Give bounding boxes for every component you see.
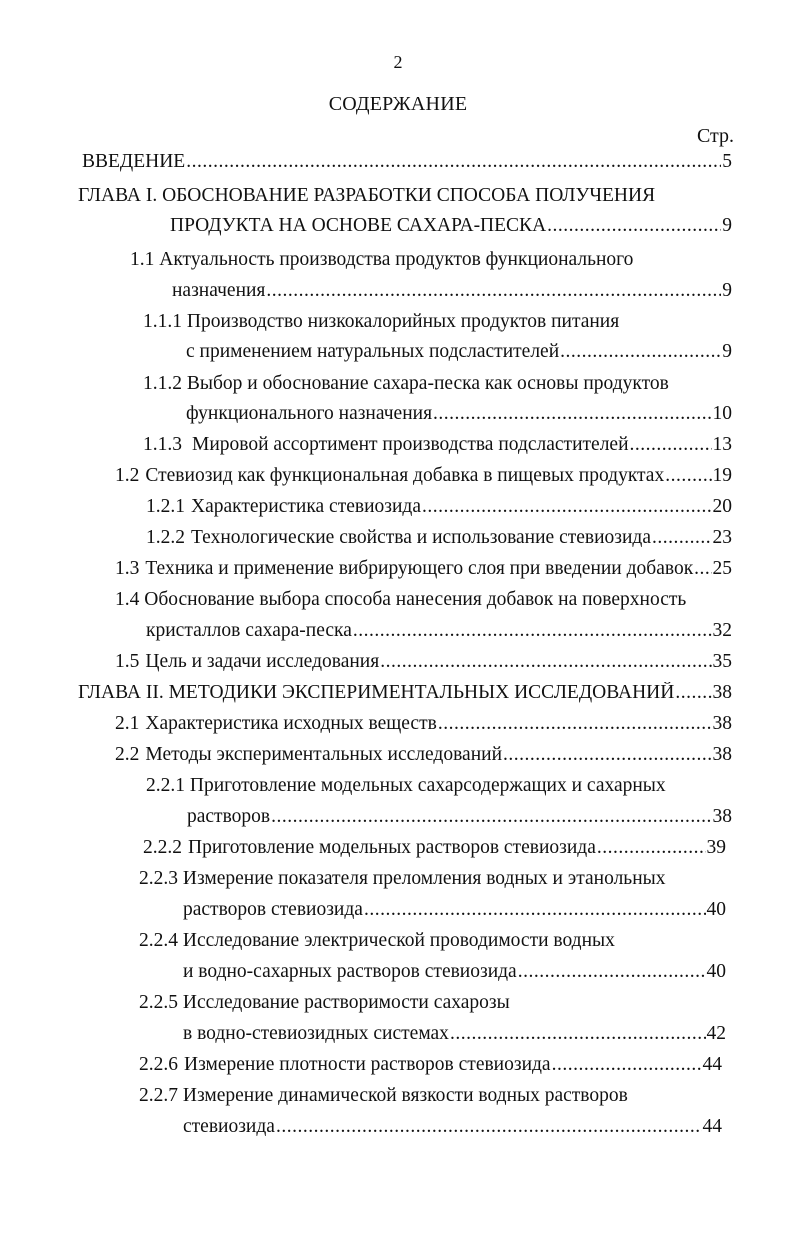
toc-entry-1-5 [115, 651, 732, 681]
toc-entry-1-3 [115, 558, 732, 588]
dot-leader [353, 620, 712, 642]
dot-leader [597, 837, 706, 859]
page-number: 2 [393, 52, 403, 72]
toc-entry-introduction [82, 151, 732, 181]
dot-leader [364, 899, 706, 921]
toc-entry-2-2-1-line1: 2.2.1 Приготовление модельных сахарсодержащих и сахарных [146, 775, 666, 796]
dot-leader [630, 434, 712, 456]
toc-entry-page: 19 [712, 465, 732, 486]
toc-entry-2-2-5 [183, 1023, 726, 1053]
toc-entry-text: ВВЕДЕНИЕ [82, 151, 186, 172]
toc-entry-text: Приготовление модельных растворов стевиозида [188, 837, 596, 858]
toc-entry-1-1-3 [143, 434, 732, 464]
toc-entry-2-2-7 [183, 1116, 722, 1146]
toc-entry-text: Техника и применение вибрирующего слоя при введении добавок [145, 558, 694, 579]
toc-entry-1-1-line1: 1.1 Актуальность производства продуктов функционального [130, 249, 634, 270]
dot-leader [276, 1116, 702, 1138]
toc-entry-2-2-1 [187, 806, 732, 836]
toc-entry-2-2-6 [139, 1054, 722, 1084]
dot-leader [186, 151, 721, 173]
dot-leader [450, 1023, 706, 1045]
toc-entry-1-1 [172, 280, 732, 310]
toc-entry-number: 2.1 [115, 713, 140, 734]
toc-entry-page: 42 [706, 1023, 726, 1044]
toc-entry-1-4 [146, 620, 732, 650]
toc-entry-text: Измерение плотности растворов стевиозида [184, 1054, 551, 1075]
toc-entry-chapter-2 [78, 682, 732, 712]
toc-entry-2-1 [115, 713, 732, 743]
toc-entry-text: растворов [187, 806, 271, 827]
toc-entry-page: 9 [722, 215, 732, 236]
toc-entry-page: 39 [706, 837, 726, 858]
toc-entry-text: Цель и задачи исследования [145, 651, 380, 672]
dot-leader [694, 558, 711, 580]
toc-entry-page: 38 [712, 806, 732, 827]
toc-entry-text: Характеристика исходных веществ [145, 713, 437, 734]
toc-entry-2-2-4-line1: 2.2.4 Исследование электрической проводимости водных [139, 930, 615, 951]
toc-entry-1-1-1 [186, 341, 732, 371]
dot-leader [503, 744, 711, 766]
toc-entry-number: 1.5 [115, 651, 140, 672]
toc-entry-text: назначения [172, 280, 266, 301]
toc-entry-page: 9 [722, 341, 732, 362]
dot-leader [675, 682, 711, 704]
toc-entry-page: 44 [702, 1116, 722, 1137]
toc-entry-2-2-3-line1: 2.2.3 Измерение показателя преломления водных и этанольных [139, 868, 666, 889]
toc-entry-page: 32 [712, 620, 732, 641]
toc-entry-page: 38 [712, 682, 732, 703]
toc-entry-text: Методы экспериментальных исследований [145, 744, 503, 765]
toc-entry-page: 23 [712, 527, 732, 548]
toc-entry-number: 2.2 [115, 744, 140, 765]
toc-entry-1-2-1 [146, 496, 732, 526]
dot-leader [547, 215, 721, 237]
toc-entry-number: 1.2.2 [146, 527, 185, 548]
toc-entry-page: 44 [702, 1054, 722, 1075]
toc-entry-2-2-4 [183, 961, 726, 991]
toc-entry-text: стевиозида [183, 1116, 275, 1137]
toc-entry-page: 5 [722, 151, 732, 172]
toc-entry-text: Технологические свойства и использование стевиозида [191, 527, 652, 548]
toc-entry-page: 38 [712, 744, 732, 765]
dot-leader [422, 496, 712, 518]
toc-entry-2-2-3 [183, 899, 726, 929]
toc-entry-1-1-2-line1: 1.1.2 Выбор и обоснование сахара-песка как основы продуктов [143, 373, 669, 394]
toc-entry-2-2-2 [143, 837, 726, 867]
toc-entry-1-2 [115, 465, 732, 495]
toc-entry-2-2 [115, 744, 732, 774]
toc-entry-text: Стевиозид как функциональная добавка в пищевых продуктах [145, 465, 665, 486]
toc-entry-number: 2.2.2 [143, 837, 182, 858]
toc-entry-text: с применением натуральных подсластителей [186, 341, 560, 362]
dot-leader [271, 806, 711, 828]
toc-entry-chapter-1 [170, 215, 732, 245]
dot-leader [438, 713, 712, 735]
toc-entry-text: ПРОДУКТА НА ОСНОВЕ САХАРА-ПЕСКА [170, 215, 547, 236]
toc-entry-text: и водно-сахарных растворов стевиозида [183, 961, 517, 982]
dot-leader [433, 403, 711, 425]
toc-entry-1-4-line1: 1.4 Обоснование выбора способа нанесения добавок на поверхность [115, 589, 687, 610]
toc-entry-page: 9 [722, 280, 732, 301]
toc-entry-1-2-2 [146, 527, 732, 557]
toc-entry-text: Мировой ассортимент производства подсластителей [192, 434, 629, 455]
toc-entry-text: Характеристика стевиозида [191, 496, 421, 517]
toc-entry-page: 25 [712, 558, 732, 579]
dot-leader [266, 280, 721, 302]
toc-entry-number: 1.2 [115, 465, 140, 486]
page-column-header: Стр. [696, 125, 734, 147]
toc-entry-page: 13 [712, 434, 732, 455]
toc-entry-1-1-2 [186, 403, 732, 433]
dot-leader [380, 651, 711, 673]
toc-entry-2-2-5-line1: 2.2.5 Исследование растворимости сахарозы [139, 992, 510, 1013]
toc-entry-number: 1.3 [115, 558, 140, 579]
toc-entry-1-1-1-line1: 1.1.1 Производство низкокалорийных продуктов питания [143, 311, 620, 332]
toc-entry-number: 1.2.1 [146, 496, 185, 517]
toc-entry-text: ГЛАВА II. МЕТОДИКИ ЭКСПЕРИМЕНТАЛЬНЫХ ИССЛЕДОВАНИЙ [78, 682, 675, 703]
toc-entry-number: 1.1.3 [143, 434, 182, 455]
toc-entry-text: в водно-стевиозидных системах [183, 1023, 449, 1044]
toc-entry-page: 10 [712, 403, 732, 424]
toc-entry-page: 40 [706, 899, 726, 920]
toc-entry-page: 20 [712, 496, 732, 517]
toc-entry-text: функционального назначения [186, 403, 433, 424]
dot-leader [518, 961, 706, 983]
toc-entry-text: кристаллов сахара-песка [146, 620, 352, 641]
toc-entry-page: 35 [712, 651, 732, 672]
dot-leader [552, 1054, 702, 1076]
dot-leader [652, 527, 711, 549]
toc-entry-page: 40 [706, 961, 726, 982]
dot-leader [560, 341, 721, 363]
dot-leader [665, 465, 711, 487]
toc-entry-text: растворов стевиозида [183, 899, 363, 920]
toc-entry-number: 2.2.6 [139, 1054, 178, 1075]
toc-entry-page: 38 [712, 713, 732, 734]
toc-entry-chapter-1-line1: ГЛАВА I. ОБОСНОВАНИЕ РАЗРАБОТКИ СПОСОБА ПОЛУЧЕНИЯ [78, 185, 656, 206]
toc-entry-2-2-7-line1: 2.2.7 Измерение динамической вязкости водных растворов [139, 1085, 628, 1106]
page-title: СОДЕРЖАНИЕ [328, 93, 468, 115]
